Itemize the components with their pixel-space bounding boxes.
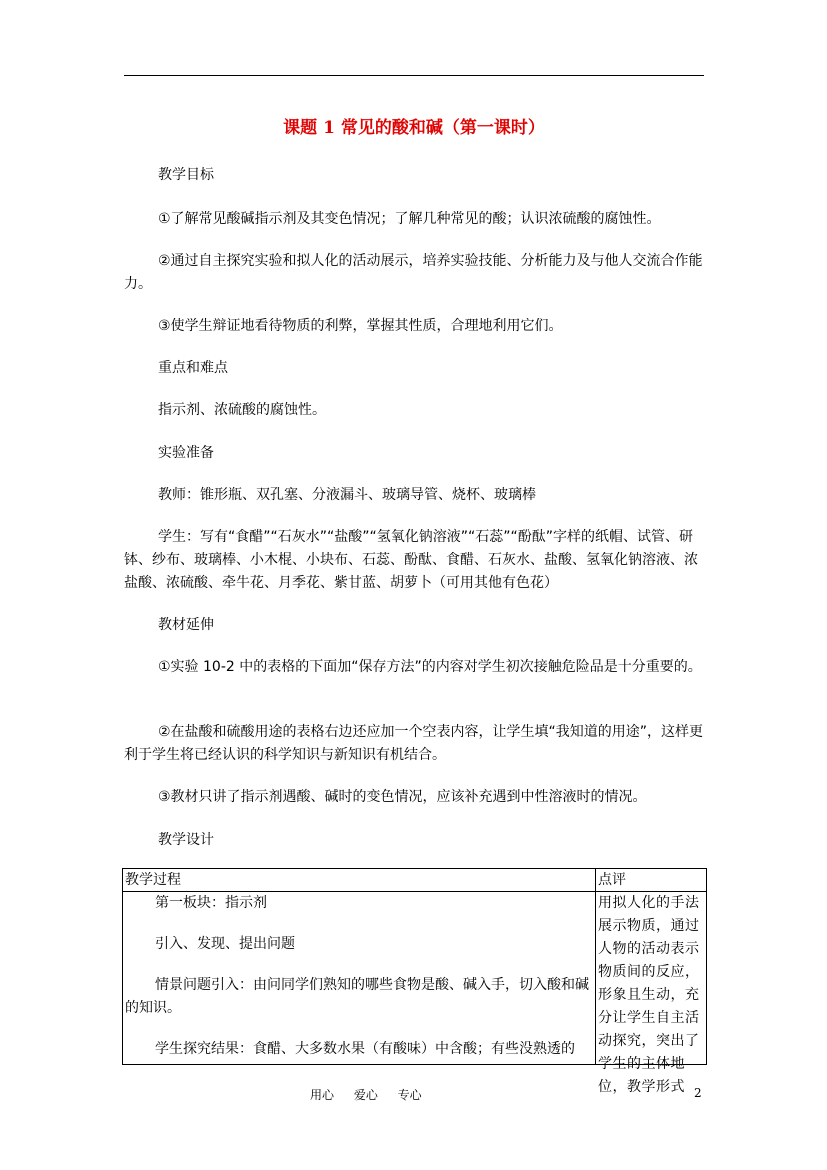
objectives-heading: 教学目标 bbox=[158, 167, 214, 183]
header-rule bbox=[124, 75, 704, 76]
objective-2: ②通过自主探究实验和拟人化的活动展示，培养实验技能、分析能力及与他人交流合作能力。 bbox=[124, 253, 703, 292]
footer-motto: 用心 爱心 专心 bbox=[310, 1088, 422, 1102]
page-number: 2 bbox=[694, 1086, 702, 1100]
prep-heading: 实验准备 bbox=[158, 445, 214, 461]
prep-student: 学生：写有“食醋”“石灰水”“盐酸”“氢氧化钠溶液”“石蕊”“酚酞”字样的纸帽、试管、研钵、纱布、玻璃棒、小木棍、小块布、石蕊、酚酞、食醋、石灰水、盐酸、氢氧化钠溶液、浓盐酸、浓硫酸、牵牛花、月季花、紫甘蓝、胡萝卜（可用其他有色花） bbox=[124, 529, 698, 591]
process-line: 学生探究结果：食醋、大多数水果（有酸味）中含酸；有些没熟透的 bbox=[155, 1041, 575, 1057]
extension-heading: 教材延伸 bbox=[158, 617, 214, 633]
objective-1: ①了解常见酸碱指示剂及其变色情况；了解几种常见的酸；认识浓硫酸的腐蚀性。 bbox=[158, 211, 661, 227]
table-header-row bbox=[123, 869, 707, 892]
column-header-comment: 点评 bbox=[596, 869, 707, 892]
design-heading: 教学设计 bbox=[158, 832, 214, 848]
process-line: 情景问题引入：由问同学们熟知的哪些食物是酸、碱入手，切入酸和碱的知识。 bbox=[125, 977, 589, 1016]
extension-1: ①实验 10-2 中的表格的下面加“保存方法”的内容对学生初次接触危险品是十分重要的。 bbox=[158, 659, 702, 675]
table-row bbox=[123, 892, 707, 1065]
comment-cell bbox=[596, 892, 707, 1095]
document-title: 课题 1 常见的酸和碱（第一课时） bbox=[283, 118, 545, 138]
process-line: 第一板块：指示剂 bbox=[155, 895, 267, 911]
comment-text: 用拟人化的手法展示物质，通过人物的活动表示物质间的反应，形象且生动，充分让学生自主活动探究，突出了学生的主体地位，教学形式 bbox=[598, 895, 700, 1095]
key-points: 指示剂、浓硫酸的腐蚀性。 bbox=[158, 402, 326, 418]
process-cell bbox=[123, 892, 596, 1065]
prep-teacher: 教师：锥形瓶、双孔塞、分液漏斗、玻璃导管、烧杯、玻璃棒 bbox=[158, 487, 536, 503]
extension-2: ②在盐酸和硫酸用途的表格右边还应加一个空表内容，让学生填“我知道的用途”，这样更利于学生将已经认识的科学知识与新知识有机结合。 bbox=[124, 724, 704, 763]
column-header-process: 教学过程 bbox=[123, 869, 596, 892]
process-line: 引入、发现、提出问题 bbox=[155, 936, 295, 952]
objective-3: ③使学生辩证地看待物质的利弊，掌握其性质，合理地利用它们。 bbox=[158, 318, 563, 334]
key-points-heading: 重点和难点 bbox=[158, 360, 228, 376]
extension-3: ③教材只讲了指示剂遇酸、碱时的变色情况，应该补充遇到中性溶液时的情况。 bbox=[158, 789, 647, 805]
